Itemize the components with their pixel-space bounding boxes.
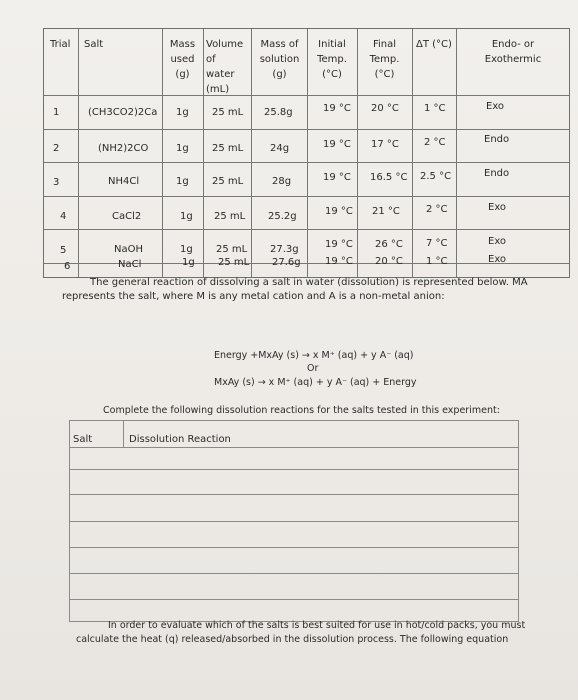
cell-volume: 25 mL [214,211,246,222]
cell-final: 20 °C [375,256,403,267]
instructions: Complete the following dissolution reactions for the salts tested in this experiment: [103,405,500,416]
column-divider [78,29,79,277]
cell-final: 26 °C [375,239,403,250]
cell-delta-t: 2 °C [426,204,448,215]
cell-type: Exo [486,101,505,112]
cell-type: Endo [484,168,510,179]
header-mass-solution: Mass of solution (g) [259,39,300,80]
footer-line-1: In order to evaluate which of the salts is best suited for use in hot/cold packs, you must [108,620,526,631]
results-table [43,28,570,278]
column-divider [123,421,124,447]
cell-volume: 25 mL [212,107,244,118]
row-divider [44,162,569,163]
column-divider [456,29,457,277]
header-volume: Volume of water (mL) [206,39,244,95]
cell-delta-t: 7 °C [426,238,448,249]
cell-final: 16.5 °C [370,172,408,183]
cell-volume: 25 mL [212,176,244,187]
cell-solution: 27.3g [270,244,299,255]
cell-salt: NaOH [114,244,143,255]
cell-initial: 19 °C [325,206,353,217]
equation-endothermic: Energy +MxAy (s) → x M⁺ (aq) + y A⁻ (aq) [214,350,414,361]
cell-initial: 19 °C [323,103,351,114]
column-divider [203,29,204,277]
header-final-temp: Final Temp. (°C) [369,39,400,80]
table-row [70,547,518,548]
cell-salt: NH4Cl [108,176,140,187]
cell-initial: 19 °C [325,256,353,267]
header-endo-exo: Endo- or Exothermic [484,39,542,65]
cell-trial: 6 [64,261,71,272]
intro-line-1: The general reaction of dissolving a salt in water (dissolution) is represented below. MA [90,277,528,288]
cell-solution: 27.6g [272,257,301,268]
cell-delta-t: 2 °C [424,137,446,148]
cell-initial: 19 °C [323,172,351,183]
cell-final: 21 °C [372,206,400,217]
cell-mass: 1g [180,211,193,222]
footer-line-2: calculate the heat (q) released/absorbed in the dissolution process. The following equation [76,634,509,645]
cell-type: Endo [484,134,510,145]
row-divider [44,196,569,197]
cell-type: Exo [488,236,507,247]
cell-type: Exo [488,202,507,213]
cell-initial: 19 °C [323,139,351,150]
header-salt: Salt [84,39,104,50]
cell-mass: 1g [180,244,193,255]
equation-exothermic: MxAy (s) → x M⁺ (aq) + y A⁻ (aq) + Energy [214,377,417,388]
cell-volume: 25 mL [212,143,244,154]
cell-type: Exo [488,254,507,265]
cell-mass: 1g [176,107,189,118]
cell-solution: 24g [270,143,290,154]
intro-line-2: represents the salt, where M is any metal cation and A is a non-metal anion: [62,291,445,302]
cell-trial: 1 [53,107,60,118]
cell-salt: NaCl [118,259,142,270]
cell-final: 20 °C [371,103,399,114]
cell-salt: (CH3CO2)2Ca [88,107,158,118]
cell-trial: 4 [60,211,67,222]
cell-solution: 25.8g [264,107,293,118]
table-row [70,573,518,574]
row-divider [44,129,569,130]
cell-solution: 25.2g [268,211,297,222]
table-row [70,469,518,470]
cell-mass: 1g [182,257,195,268]
header-mass-used: Mass used (g) [169,39,196,80]
header-delta-t: ΔT (°C) [416,39,452,50]
column-divider [412,29,413,277]
cell-final: 17 °C [371,139,399,150]
cell-salt: (NH2)2CO [98,143,149,154]
cell-salt: CaCl2 [112,211,142,222]
table-row [70,447,518,448]
header-initial-temp: Initial Temp. (°C) [317,39,347,80]
header-salt: Salt [73,434,93,445]
table-row [70,521,518,522]
cell-trial: 2 [53,143,60,154]
table-row [70,494,518,495]
dissolution-reaction-table [69,420,519,622]
cell-volume: 25 mL [218,257,250,268]
cell-delta-t: 1 °C [426,256,448,267]
cell-delta-t: 1 °C [424,103,446,114]
cell-trial: 3 [53,177,60,188]
cell-initial: 19 °C [325,239,353,250]
cell-trial: 5 [60,245,67,256]
row-divider [44,229,569,230]
equation-or: Or [307,363,319,374]
header-trial: Trial [50,39,71,50]
table-row [70,599,518,600]
cell-solution: 28g [272,176,292,187]
cell-mass: 1g [176,143,189,154]
cell-delta-t: 2.5 °C [420,171,452,182]
cell-mass: 1g [176,176,189,187]
cell-volume: 25 mL [216,244,248,255]
header-dissolution-reaction: Dissolution Reaction [129,434,231,445]
